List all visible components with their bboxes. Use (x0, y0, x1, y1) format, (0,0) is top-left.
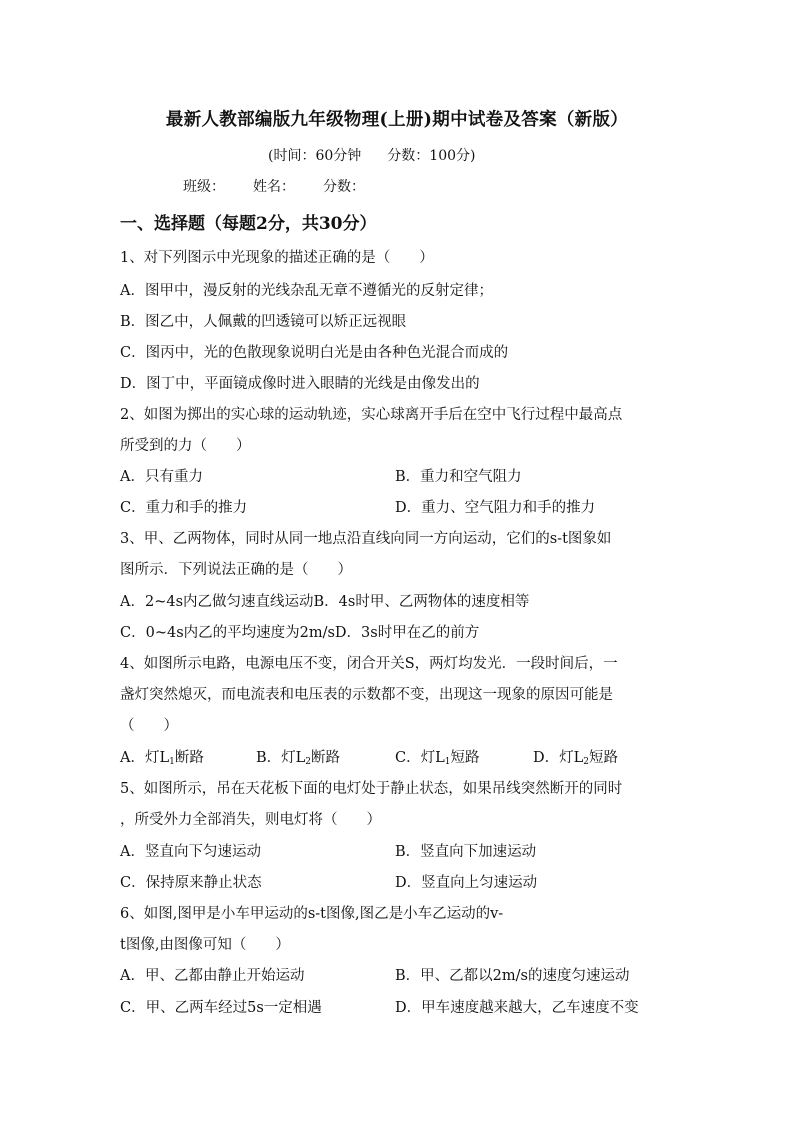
question-3-options-ab: A．2~4s内乙做匀速直线运动B．4s时甲、乙两物体的速度相等 (120, 594, 530, 610)
name-label: 姓名： (253, 179, 295, 195)
question-4-stem-line1: 4、如图所示电路，电源电压不变，闭合开关S，两灯均发光．一段时间后，一 (120, 656, 618, 672)
time-limit: (时间：60分钟 (268, 148, 362, 164)
question-5-option-a: A．竖直向下匀速运动 (120, 844, 261, 860)
exam-info (268, 145, 475, 165)
question-5-option-d: D．竖直向上匀速运动 (395, 875, 538, 891)
question-3-stem-line1: 3、甲、乙两物体，同时从同一地点沿直线向同一方向运动，它们的s-t图象如 (120, 531, 612, 547)
question-1-stem: 1、对下列图示中光现象的描述正确的是（ ） (120, 250, 434, 266)
question-2-option-a: A．只有重力 (120, 469, 203, 485)
question-1-option-b: B．图乙中，人佩戴的凹透镜可以矫正远视眼 (120, 314, 407, 330)
question-6-stem-line1: 6、如图,图甲是小车甲运动的s-t图像,图乙是小车乙运动的v- (120, 906, 504, 922)
question-6-option-b: B．甲、乙都以2m/s的速度匀速运动 (395, 968, 630, 984)
class-label: 班级： (183, 179, 225, 195)
question-4-option-a: A．灯$L_1$断路 (120, 750, 204, 767)
question-4-option-c: C．灯$L_1$短路 (395, 750, 480, 767)
question-4-stem-line2: 盏灯突然熄灭，而电流表和电压表的示数都不变，出现这一现象的原因可能是 (120, 687, 613, 703)
question-2-stem-line2: 所受到的力（ ） (120, 438, 251, 454)
question-2-option-b: B．重力和空气阻力 (395, 469, 522, 485)
question-6-option-c: C．甲、乙两车经过5s一定相遇 (120, 1000, 322, 1016)
question-4-option-b: B．灯$L_2$断路 (256, 750, 341, 767)
question-2-stem-line1: 2、如图为掷出的实心球的运动轨迹，实心球离开手后在空中飞行过程中最高点 (120, 407, 623, 423)
question-6-option-d: D．甲车速度越来越大，乙车速度不变 (395, 1000, 639, 1016)
question-3-options-cd: C．0~4s内乙的平均速度为2m/sD．3s时甲在乙的前方 (120, 625, 480, 641)
question-5-option-c: C．保持原来静止状态 (120, 875, 262, 891)
question-1-option-d: D．图丁中，平面镜成像时进入眼睛的光线是由像发出的 (120, 376, 480, 392)
student-info-line (183, 176, 393, 196)
section-heading: 一、选择题（每题2分，共30分） (120, 214, 377, 234)
question-4-option-d: D．灯$L_2$短路 (533, 750, 618, 767)
question-1-option-a: A．图甲中，漫反射的光线杂乱无章不遵循光的反射定律； (120, 283, 493, 299)
question-5-stem-line2: ，所受外力全部消失，则电灯将（ ） (120, 812, 381, 828)
question-6-stem-line2: t图像,由图像可知（ ） (120, 937, 290, 953)
question-4-stem-line3: （ ） (120, 718, 178, 734)
question-2-option-c: C．重力和手的推力 (120, 500, 248, 516)
question-6-option-a: A．甲、乙都由静止开始运动 (120, 968, 305, 984)
question-1-option-c: C．图丙中，光的色散现象说明白光是由各种色光混合而成的 (120, 345, 509, 361)
question-5-stem-line1: 5、如图所示，吊在天花板下面的电灯处于静止状态，如果吊线突然断开的同时 (120, 781, 623, 797)
points-label: 分数： (323, 179, 365, 195)
question-5-option-b: B．竖直向下加速运动 (395, 844, 537, 860)
page-title: 最新人教部编版九年级物理(上册)期中试卷及答案（新版） (165, 110, 629, 130)
question-3-stem-line2: 图所示．下列说法正确的是（ ） (120, 562, 352, 578)
total-score: 分数：100分) (387, 148, 476, 164)
question-2-option-d: D．重力、空气阻力和手的推力 (395, 500, 596, 516)
